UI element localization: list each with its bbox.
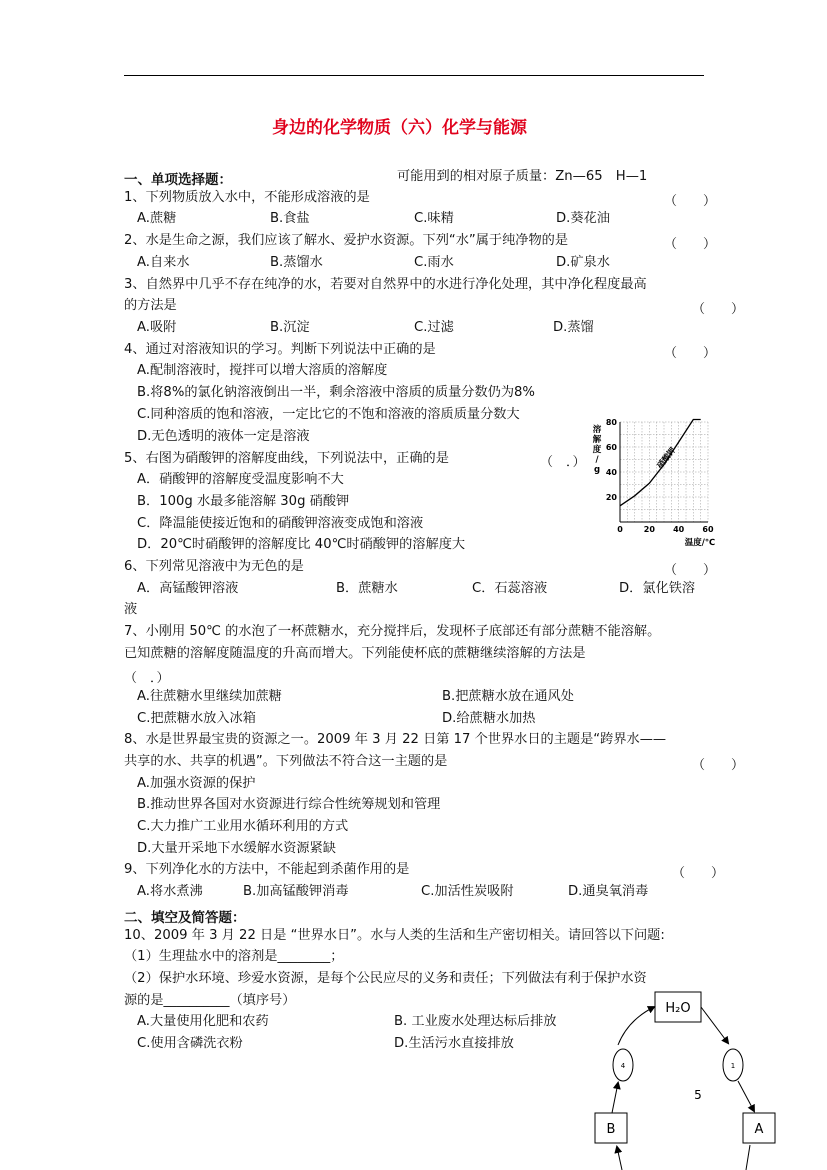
q9-option-c: C.加活性炭吸附 (421, 884, 514, 899)
y-tick-label: 60 (605, 443, 617, 452)
q6-stem: 6、下列常见溶液中为无色的是 (124, 559, 304, 574)
q10-sub2-line2: 源的是__________（填序号） (124, 993, 296, 1008)
q7-option-b: B.把蔗糖水放在通风处 (442, 689, 574, 704)
circle-step-4-label: 4 (620, 1062, 626, 1070)
q6-option-d-wrap: 液 (124, 602, 138, 617)
q1-answer-paren: （ ） (664, 194, 717, 209)
y-axis-label-char: 度 (592, 445, 602, 455)
q3-option-c: C.过滤 (414, 320, 454, 335)
q4-option-d: D.无色透明的液体一定是溶液 (137, 429, 310, 444)
q5-stem: 5、右图为硝酸钾的溶解度曲线，下列说法中，正确的是 (124, 451, 449, 466)
x-tick-label: 0 (617, 525, 623, 534)
q3-stem-line1: 3、自然界中几乎不存在纯净的水，若要对自然界中的水进行净化处理，其中净化程度最高 (124, 277, 647, 292)
x-tick-label: 20 (643, 525, 655, 534)
q4-option-b: B.将8%的氯化钠溶液倒出一半，剩余溶液中溶质的质量分数仍为8% (137, 385, 535, 400)
q9-answer-paren: （ ） (672, 866, 725, 881)
y-axis-label-char: 解 (592, 435, 602, 445)
q6-option-b: B．蔗糖水 (336, 581, 398, 596)
arrow-4-to-h2o (618, 1007, 654, 1045)
section-heading-fill: 二、填空及简答题： (124, 910, 246, 926)
q1-option-d: D.葵花油 (556, 211, 610, 226)
q4-stem: 4、通过对溶液知识的学习。判断下列说法中正确的是 (124, 342, 436, 357)
q8-stem-line1: 8、水是世界最宝贵的资源之一。2009 年 3 月 22 日第 17 个世界水日的主题是“跨界水—— (124, 732, 667, 747)
y-axis-label-char: g (593, 465, 601, 475)
q4-option-c: C.同种溶质的饱和溶液，一定比它的不饱和溶液的溶质质量分数大 (137, 407, 520, 422)
q9-option-b: B.加高锰酸钾消毒 (243, 884, 349, 899)
circle-step-1-label: 1 (730, 1062, 736, 1070)
water-transformation-diagram (590, 985, 790, 1170)
q2-option-c: C.雨水 (414, 255, 454, 270)
q10-option-a: A.大量使用化肥和农药 (137, 1014, 269, 1029)
y-axis-label-char: 溶 (592, 425, 602, 435)
q7-option-d: D.给蔗糖水加热 (442, 711, 536, 726)
q8-answer-paren: （ ） (692, 758, 745, 773)
q10-option-d: D.生活污水直接排放 (394, 1036, 514, 1051)
q8-option-c: C.大力推广工业用水循环利用的方式 (137, 819, 349, 834)
q8-option-b: B.推动世界各国对水资源进行综合性统筹规划和管理 (137, 797, 441, 812)
q3-option-b: B.沉淀 (270, 320, 310, 335)
arrow-from-a (746, 1145, 750, 1170)
arrow-into-b (617, 1147, 622, 1170)
q9-stem: 9、下列净化水的方法中，不能起到杀菌作用的是 (124, 862, 410, 877)
q10-sub2-line1: （2）保护水环境、珍爱水资源，是每个公民应尽的义务和责任；下列做法有利于保护水资 (124, 971, 647, 986)
q2-answer-paren: （ ） (664, 237, 717, 252)
node-b-label: B (606, 1122, 616, 1137)
section-heading-choice: 一、单项选择题： (124, 172, 232, 188)
q8-stem-line2: 共享的水、共享的机遇”。下列做法不符合这一主题的是 (124, 754, 448, 769)
q5-option-c: C．降温能使接近饱和的硝酸钾溶液变成饱和溶液 (137, 516, 424, 531)
q3-stem-line2: 的方法是 (124, 298, 177, 313)
q4-option-a: A.配制溶液时，搅拌可以增大溶质的溶解度 (137, 363, 388, 378)
q5-option-b: B．100g 水最多能溶解 30g 硝酸钾 (137, 494, 350, 509)
solubility-curve-chart (590, 412, 720, 547)
q8-option-a: A.加强水资源的保护 (137, 776, 256, 791)
q1-stem: 1、下列物质放入水中，不能形成溶液的是 (124, 190, 370, 205)
q9-option-a: A.将水煮沸 (137, 884, 203, 899)
q3-option-a: A.吸附 (137, 320, 177, 335)
q2-stem: 2、水是生命之源，我们应该了解水、爱护水资源。下列“水”属于纯净物的是 (124, 233, 569, 248)
q10-stem: 10、2009 年 3 月 22 日是 “世界水日”。水与人类的生活和生产密切相关。请回答以下问题: (124, 928, 665, 943)
q6-answer-paren: （ ） (664, 563, 717, 578)
q4-answer-paren: （ ） (664, 346, 717, 361)
node-a-label: A (754, 1122, 764, 1137)
arrow-1-to-a (738, 1081, 754, 1111)
page-number: 5 (694, 1088, 702, 1102)
q6-option-a: A．高锰酸钾溶液 (137, 581, 239, 596)
top-rule (124, 75, 704, 76)
x-tick-label: 40 (673, 525, 685, 534)
q1-option-b: B.食盐 (270, 211, 310, 226)
page-title: 身边的化学物质（六）化学与能源 (272, 118, 527, 138)
q5-answer-paren: （ ．） (540, 455, 586, 470)
q6-option-d: D．氯化铁溶 (619, 581, 696, 596)
y-tick-label: 40 (605, 468, 617, 477)
q10-option-c: C.使用含磷洗衣粉 (137, 1036, 243, 1051)
x-tick-label: 60 (702, 525, 714, 534)
arrow-h2o-to-1 (701, 1007, 728, 1043)
x-axis-label: 温度/℃ (684, 538, 716, 547)
q7-option-a: A.往蔗糖水里继续加蔗糖 (137, 689, 282, 704)
y-axis-label-char: / (595, 455, 599, 465)
q3-option-d: D.蒸馏 (553, 320, 594, 335)
q2-option-d: D.矿泉水 (556, 255, 610, 270)
q10-option-b: B. 工业废水处理达标后排放 (394, 1014, 557, 1029)
q7-option-c: C.把蔗糖水放入冰箱 (137, 711, 256, 726)
arrow-b-to-4 (612, 1083, 618, 1113)
q10-sub1: （1）生理盐水中的溶剂是________； (124, 949, 344, 964)
series-label: 硝酸钾 (655, 445, 678, 471)
q5-option-d: D．20℃时硝酸钾的溶解度比 40℃时硝酸钾的溶解度大 (137, 537, 466, 552)
q3-answer-paren: （ ） (692, 302, 745, 317)
atomic-masses-note: 可能用到的相对原子质量：Zn—65 H—1 (397, 169, 648, 184)
q7-stem-line1: 7、小刚用 50℃ 的水泡了一杯蔗糖水，充分搅拌后，发现杯子底部还有部分蔗糖不能溶解。 (124, 624, 661, 639)
q8-option-d: D.大量开采地下水缓解水资源紧缺 (137, 841, 336, 856)
q7-answer-paren: （ ．） (124, 671, 170, 686)
q5-option-a: A．硝酸钾的溶解度受温度影响不大 (137, 472, 344, 487)
q7-stem-line2: 已知蔗糖的溶解度随温度的升高而增大。下列能使杯底的蔗糖继续溶解的方法是 (124, 646, 586, 661)
q1-option-c: C.味精 (414, 211, 454, 226)
q2-option-a: A.自来水 (137, 255, 190, 270)
q1-option-a: A.蔗糖 (137, 211, 177, 226)
q2-option-b: B.蒸馏水 (270, 255, 323, 270)
q9-option-d: D.通臭氧消毒 (568, 884, 649, 899)
node-h2o-label: H₂O (665, 1001, 691, 1016)
q6-option-c: C．石蕊溶液 (472, 581, 548, 596)
y-tick-label: 80 (605, 418, 617, 427)
y-tick-label: 20 (605, 493, 617, 502)
